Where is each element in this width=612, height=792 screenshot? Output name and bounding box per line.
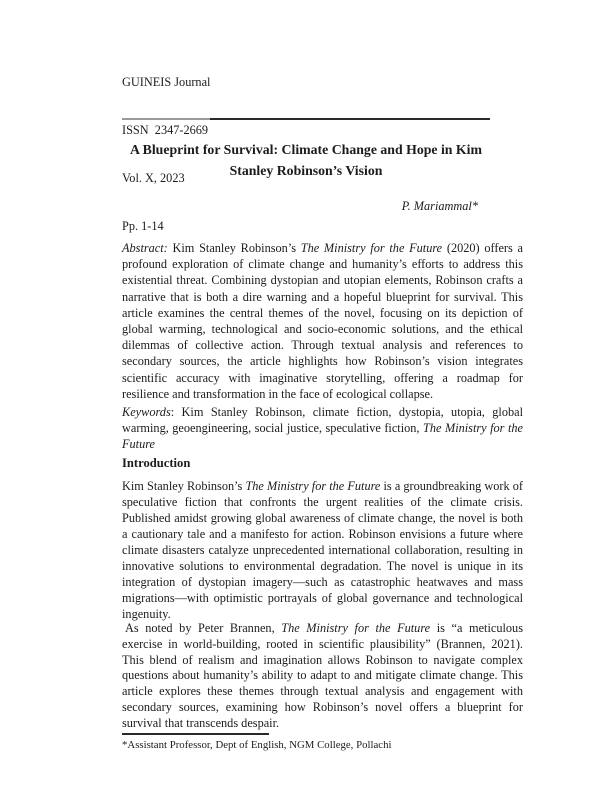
journal-volume: Vol. X, 2023 <box>122 171 185 185</box>
introduction-heading: Introduction <box>122 456 191 470</box>
journal-issn: ISSN 2347-2669 <box>122 123 209 137</box>
introduction-paragraph-2: As noted by Peter Brannen, The Ministry for the Future is “a meticulous exercise in world-building, rooted in scientific plausibility” (Brannen, 2021). This blend of realism and imagination allows Robinson to navigate complex questions about humanity’s ability to adapt to and mitigate climate change. This article explores these themes through textual analysis and engagement with secondary sources, examining how Robinson’s novel offers a blueprint for survival that transcends despair. <box>122 621 523 730</box>
article-title: A Blueprint for Survival: Climate Change and Hope in Kim Stanley Robinson’s Vision <box>130 142 482 178</box>
introduction-paragraph-1: Kim Stanley Robinson’s The Ministry for the Future is a groundbreaking work of speculative fiction that confronts the urgent realities of the climate crisis. Published amidst growing global awareness of climate change, the novel is both a cautionary tale and a manifesto for action. Robinson envisions a future where climate disasters catalyze unprecedented international collaboration, resulting in innovative solutions to environmental degradation. The novel is unique in its integration of dystopian imagery—such as catastrophic heatwaves and mass migrations—with optimistic portrayals of global governance and technological ingenuity. <box>122 479 523 621</box>
article-author: P. Mariammal* <box>401 199 478 213</box>
footnote-affiliation: *Assistant Professor, Dept of English, NGM College, Pollachi <box>122 739 392 751</box>
header-rule <box>122 118 490 120</box>
journal-name: GUINEIS Journal <box>122 75 211 89</box>
abstract-paragraph: Abstract: Kim Stanley Robinson’s The Ministry for the Future (2020) offers a profound exploration of climate change and humanity’s efforts to address this existential threat. Combining dystopian and utopian elements, Robinson crafts a narrative that is both a dire warning and a hopeful blueprint for survival. This article examines the central themes of the novel, focusing on its depiction of global warming, technological and socio-economic solutions, and the ethical dilemmas of collective action. Through textual analysis and references to secondary sources, the article highlights how Robinson’s vision integrates scientific accuracy with imaginative storytelling, offering a roadmap for resilience and transformation in the face of ecological collapse. <box>122 241 523 401</box>
footnote-rule <box>122 733 269 735</box>
keywords-paragraph: Keywords: Kim Stanley Robinson, climate fiction, dystopia, utopia, global warming, geoengineering, social justice, speculative fiction, The Ministry for the Future <box>122 405 523 452</box>
journal-pages: Pp. 1-14 <box>122 219 164 233</box>
